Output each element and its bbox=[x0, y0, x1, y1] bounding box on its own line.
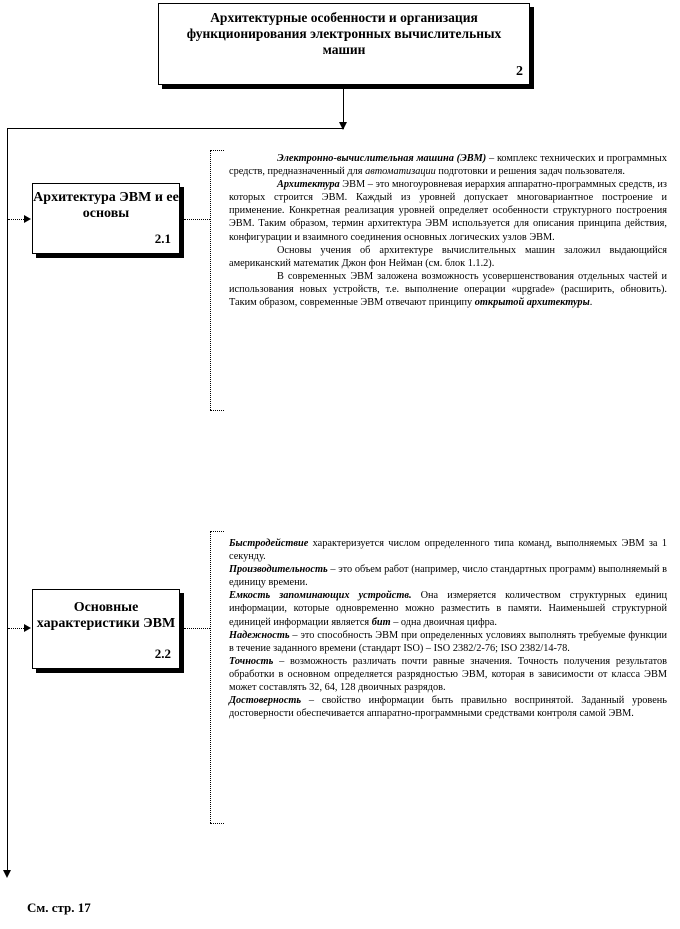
spine-arrow-down-icon bbox=[3, 870, 11, 878]
list-item: Точность – возможность различать почти равные значения. Точность получения результатов обработки в основном определяется разрядностью ЭВМ, которая в зависимости от класса ЭВМ может составлять 32, 64, 128 двоичных разрядов. bbox=[229, 655, 667, 694]
list-item: Быстродействие характеризуется числом определенного типа команд, выполняемых ЭВМ за 1 секунду. bbox=[229, 538, 667, 563]
list-item: Производительность – это объем работ (например, число стандартных программ) выполняемый в единицу времени. bbox=[229, 564, 667, 589]
box-1-to-text-line bbox=[184, 219, 210, 220]
section-box-2-2 bbox=[32, 589, 180, 669]
list-item: Надежность – это способность ЭВМ при определенных условиях выполнять требуемые функции в течение заданного времени (стандарт ISO) – ISO 2382/2-76; ISO 2382/14-78. bbox=[229, 629, 667, 654]
section-2-2-title: Основные характеристики ЭВМ bbox=[36, 600, 176, 631]
box-2-to-text-line bbox=[184, 628, 210, 629]
text-2-bracket-bottom bbox=[210, 823, 224, 824]
text-2-bracket-line bbox=[210, 531, 211, 823]
chapter-title: Архитектурные особенности и организация функционирования электронных вычислительных машин bbox=[186, 10, 502, 57]
section-2-2-number: 2.2 bbox=[154, 646, 171, 661]
text-2-bracket-top bbox=[210, 531, 224, 532]
chapter-title-box bbox=[158, 3, 530, 85]
main-spine-line bbox=[7, 128, 8, 873]
section-2-1-title: Архитектура ЭВМ и ее основы bbox=[33, 190, 179, 221]
chapter-number: 2 bbox=[516, 64, 523, 79]
paragraph: Архитектура ЭВМ – это многоуровневая иерархия аппаратно-программных средств, из которых строится ЭВМ. Каждый из уровней допускает многовариантное построение и применение. Конкретная реализация уровней определяет особенности структурного построения ЭВМ. Таким образом, термин архитектура ЭВМ используется для описания принципа действия, конфигурации и взаимного соединения основных логических узлов ЭВМ. bbox=[229, 179, 667, 243]
section-2-1-text bbox=[229, 152, 667, 309]
text-1-bracket-line bbox=[210, 150, 211, 410]
page-reference-link[interactable]: См. стр. 17 bbox=[27, 900, 91, 915]
section-2-1-number: 2.1 bbox=[154, 231, 171, 246]
section-2-2-text bbox=[229, 537, 667, 720]
list-item: Достоверность – свойство информации быть правильно воспринятой. Заданный уровень достоверности обеспечивается аппаратно-программными средствами контроля самой ЭВМ. bbox=[229, 695, 667, 720]
paragraph: Электронно-вычислительная машина (ЭВМ) – комплекс технических и программных средств, предназначенный для автоматизации подготовки и решения задач пользователя. bbox=[229, 153, 667, 178]
paragraph: В современных ЭВМ заложена возможность усовершенствования отдельных частей и использования новых устройств, т.е. выполнение операции «upgrade» (расширить, обновить). Таким образом, современные ЭВМ отвечают принципу открытой архитектуры. bbox=[229, 270, 667, 309]
text-1-bracket-bottom bbox=[210, 410, 224, 411]
branch-1-arrow-icon bbox=[24, 215, 31, 223]
list-item: Емкость запоминающих устройств. Она измеряется количеством структурных единиц информации, которые одновременно можно разместить в памяти. Наименьшей структурной единицей информации является бит – одна двоичная цифра. bbox=[229, 590, 667, 628]
text-1-bracket-top bbox=[210, 150, 224, 151]
connector-arrow-down-icon bbox=[339, 122, 347, 130]
section-box-2-1 bbox=[32, 183, 180, 254]
paragraph: Основы учения об архитектуре вычислительных машин заложил выдающийся американский математик Джон фон Нейман (см. блок 1.1.2). bbox=[229, 244, 667, 269]
branch-2-arrow-icon bbox=[24, 624, 31, 632]
connector-top-horizontal bbox=[7, 128, 344, 129]
